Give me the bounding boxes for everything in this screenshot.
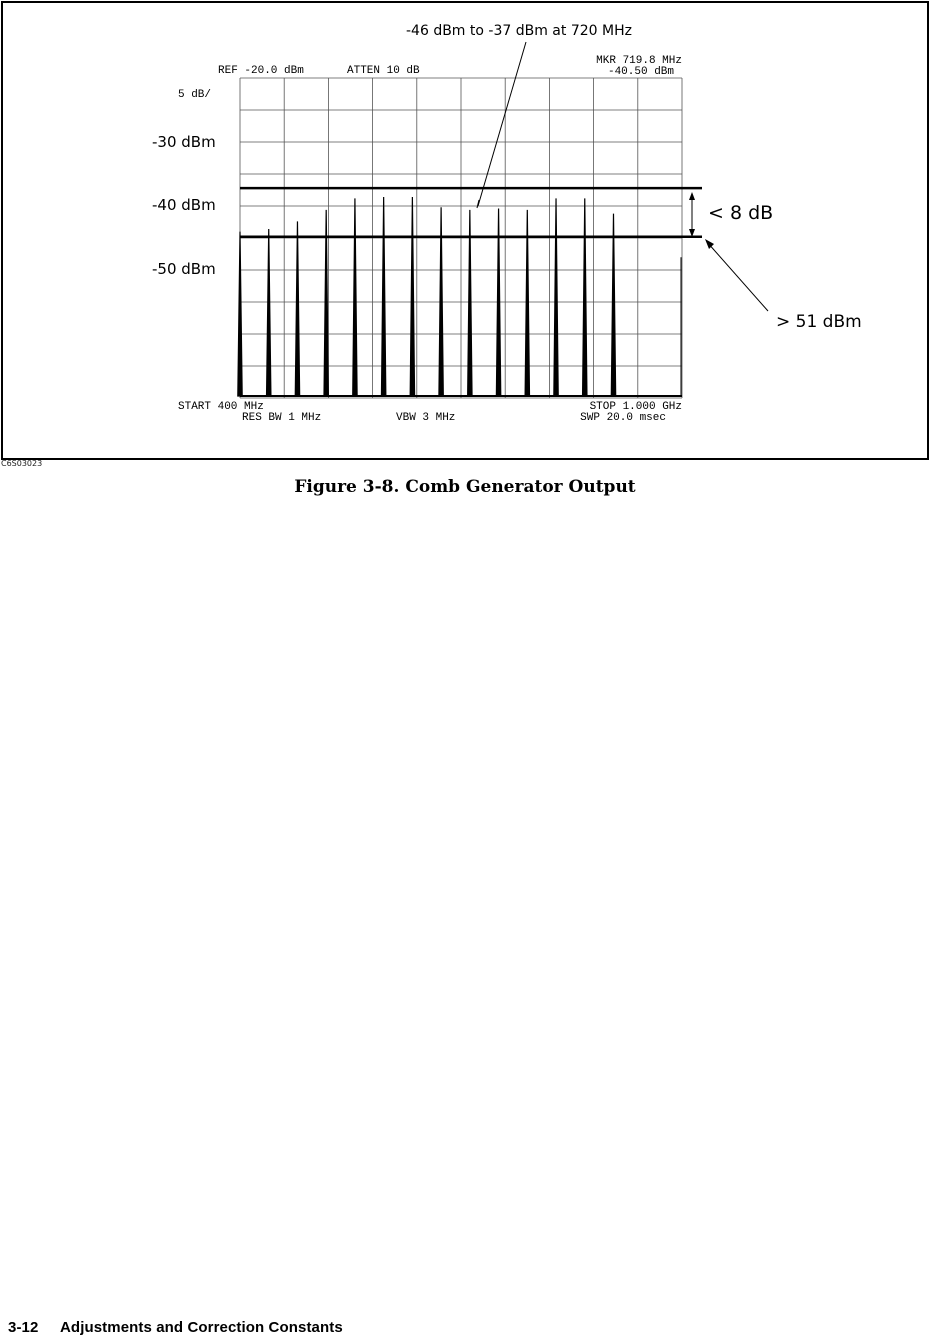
marker-amplitude: -40.50 dBm <box>607 66 674 78</box>
level-label-minus-50: -50 dBm <box>152 260 216 278</box>
level-label-minus-40: -40 dBm <box>152 196 216 214</box>
page-footer <box>8 1319 343 1336</box>
comb-tooth <box>554 198 558 396</box>
comb-tooth <box>583 198 587 396</box>
spectrum-figure <box>0 0 930 462</box>
minimum-level-arrow-icon <box>705 239 714 249</box>
minimum-level-leader <box>707 242 768 311</box>
start-frequency: START 400 MHz <box>178 401 264 413</box>
level-label-minus-30: -30 dBm <box>152 133 216 151</box>
comb-tooth <box>353 198 357 396</box>
figure-caption: Figure 3-8. Comb Generator Output <box>294 477 636 497</box>
sweep-time: SWP 20.0 msec <box>580 412 666 424</box>
video-bandwidth: VBW 3 MHz <box>396 412 456 424</box>
scale-per-div: 5 dB/ <box>178 89 212 101</box>
peak-range-annotation: -46 dBm to -37 dBm at 720 MHz <box>406 23 632 39</box>
page-number: 3-12 <box>8 1319 39 1336</box>
comb-tooth <box>267 229 271 396</box>
comb-tooth <box>410 197 414 396</box>
flatness-annotation: < 8 dB <box>708 202 774 224</box>
ref-level: REF -20.0 dBm <box>218 65 304 77</box>
comb-tooth <box>295 221 299 396</box>
section-title: Adjustments and Correction Constants <box>60 1319 343 1336</box>
comb-tooth <box>381 197 385 396</box>
figure-id: C6S03023 <box>1 459 43 468</box>
comb-tooth <box>238 232 242 396</box>
attenuation: ATTEN 10 dB <box>347 65 420 77</box>
minimum-level-annotation: > 51 dBm <box>776 312 862 332</box>
stop-frequency: STOP 1.000 GHz <box>589 401 682 413</box>
resolution-bandwidth: RES BW 1 MHz <box>242 412 322 424</box>
flatness-arrow-up-icon <box>689 192 695 200</box>
marker-frequency: MKR 719.8 MHz <box>596 55 682 67</box>
peak-range-leader <box>478 42 526 206</box>
comb-tooth <box>611 214 615 396</box>
reference-lines <box>240 188 702 237</box>
